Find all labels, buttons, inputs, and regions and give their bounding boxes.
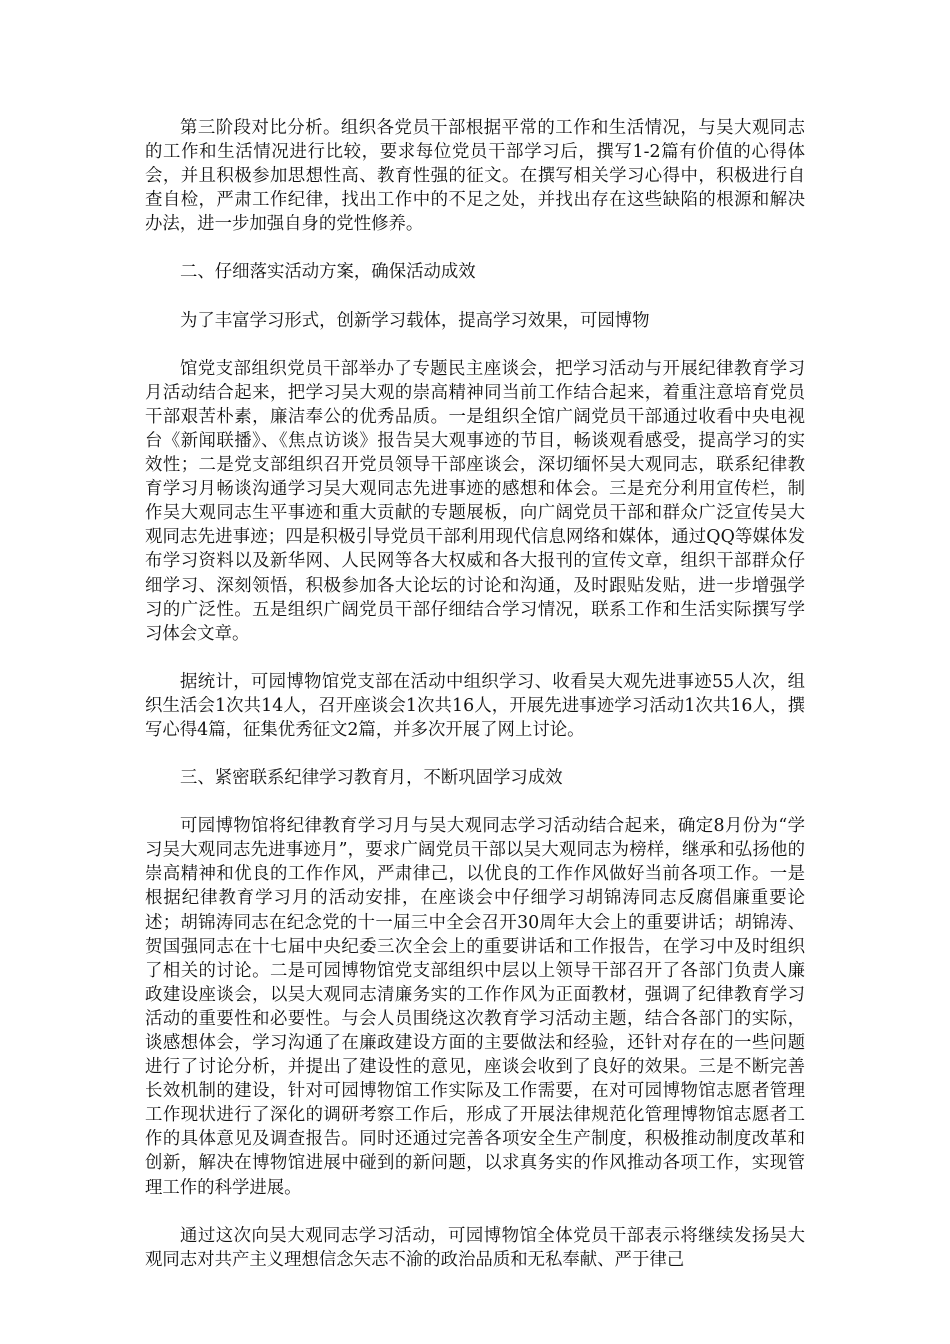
- paragraph-conclusion: 通过这次向吴大观同志学习活动，可园博物馆全体党员干部表示将继续发扬吴大观同志对共产主义理想信念矢志不渝的政治品质和无私奉献、严于律己: [145, 1225, 805, 1270]
- paragraph-phase-three: 第三阶段对比分析。组织各党员干部根据平常的工作和生活情况，与吴大观同志的工作和生活情况进行比较，要求每位党员干部学习后，撰写1-2篇有价值的心得体会，并且积极参加思想性高、教育性强的征文。在撰写相关学习心得中，积极进行自查自检，严肃工作纪律，找出工作中的不足之处，并找出存在这些缺陷的根源和解决办法，进一步加强自身的党性修养。: [145, 118, 805, 235]
- paragraph-intro-line: 为了丰富学习形式，创新学习载体，提高学习效果，可园博物: [180, 310, 650, 331]
- document-body: [145, 116, 805, 1272]
- paragraph-statistics: 据统计，可园博物馆党支部在活动中组织学习、收看吴大观先进事迹55人次，组织生活会1次共14人，召开座谈会1次共16人，开展先进事迹学习活动1次共16人，撰写心得4篇，征集优秀征文2篇，并多次开展了网上讨论。: [145, 671, 805, 740]
- paragraph-activities: 馆党支部组织党员干部举办了专题民主座谈会，把学习活动与开展纪律教育学习月活动结合起来，把学习吴大观的崇高精神同当前工作结合起来，着重注意培育党员干部艰苦朴素，廉洁奉公的优秀品质。一是组织全馆广阔党员干部通过收看中央电视台《新闻联播》、《焦点访谈》报告吴大观事迹的节目，畅谈观看感受，提高学习的实效性；二是党支部组织召开党员领导干部座谈会，深切缅怀吴大观同志，联系纪律教育学习月畅谈沟通学习吴大观同志先进事迹的感想和体会。三是充分利用宣传栏，制作吴大观同志生平事迹和重大贡献的专题展板，向广阔党员干部和群众广泛宣传吴大观同志先进事迹；四是积极引导党员干部利用现代信息网络和媒体，通过QQ等媒体发布学习资料以及新华网、人民网等各大权威和各大报刊的宣传文章，组织干部群众仔细学习、深刻领悟，积极参加各大论坛的讨论和沟通，及时跟贴发贴，进一步增强学习的广泛性。五是组织广阔党员干部仔细结合学习情况，联系工作和生活实际撰写学习体会文章。: [145, 358, 805, 644]
- section-heading-three: 三、紧密联系纪律学习教育月，不断巩固学习成效: [180, 768, 563, 789]
- section-heading-two: 二、仔细落实活动方案，确保活动成效: [180, 262, 476, 283]
- paragraph-discipline-month: 可园博物馆将纪律教育学习月与吴大观同志学习活动结合起来，确定8月份为“学习吴大观同志先进事迹月”，要求广阔党员干部以吴大观同志为榜样，继承和弘扬他的崇高精神和优良的工作作风，严肃律己，以优良的工作作风做好当前各项工作。一是根据纪律教育学习月的活动安排，在座谈会中仔细学习胡锦涛同志反腐倡廉重要论述；胡锦涛同志在纪念党的十一届三中全会召开30周年大会上的重要讲话；胡锦涛、贺国强同志在十七届中央纪委三次全会上的重要讲话和工作报告，在学习中及时组织了相关的讨论。二是可园博物馆党支部组织中层以上领导干部召开了各部门负责人廉政建设座谈会，以吴大观同志清廉务实的工作作风为正面教材，强调了纪律教育学习活动的重要性和必要性。与会人员围绕这次教育学习活动主题，结合各部门的实际，谈感想体会，学习沟通了在廉政建设方面的主要做法和经验，还针对存在的一些问题进行了讨论分析，并提出了建设性的意见，座谈会收到了良好的效果。三是不断完善长效机制的建设，针对可园博物馆工作实际及工作需要，在对可园博物馆志愿者管理工作现状进行了深化的调研考察工作后，形成了开展法律规范化管理博物馆志愿者工作的具体意见及调查报告。同时还通过完善各项安全生产制度，积极推动制度改革和创新，解决在博物馆进展中碰到的新问题，以求真务实的作风推动各项工作，实现管理工作的科学进展。: [145, 816, 805, 1198]
